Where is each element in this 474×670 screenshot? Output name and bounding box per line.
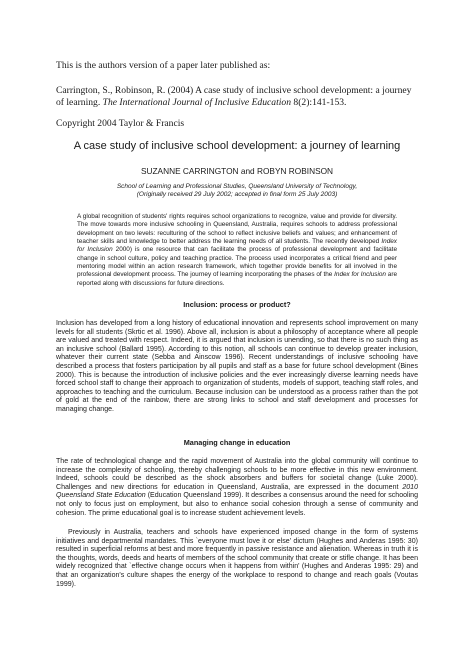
publication-citation: [56, 85, 418, 108]
abstract-text-2: 2000) is one resource that can facilitate the process of professional development and facilitate change in school culture, policy and teaching practice. The process used incorporates a critical friend and peer mentoring model within an action research framework, which together provide benefits for all involved in the professional development process. The journey of learning incorporating the phases of the: [77, 246, 397, 279]
section-paragraph-managing-change-2: Previously in Australia, teachers and schools have experienced imposed change in the form of systems initiatives and departmental mandates. This `everyone must love it or else' dictum (Hughes and Anderas 1995: 30) resulted in superficial reforms at best and more frequently in passive resistance and alienation. Whereas in truth it is the thoughts, words, deeds and hearts of members of the school community that create or stifle change. It has been widely recognized that `effective change occurs when it happens from within' (Hughes and Anderas 1995: 29) and that an organization's culture shapes the energy of the workplace to respond to change and reach goals (Voutas 1999).: [56, 529, 418, 588]
citation-tail: 8(2):141-153.: [291, 96, 347, 108]
affiliation-line: School of Learning and Professional Studies, Queensland University of Technology,: [116, 183, 358, 190]
authors-version-note: This is the authors version of a paper later published as:: [56, 60, 271, 71]
section-paragraph-inclusion: Inclusion has developed from a long history of educational innovation and represents school improvement on many levels for all students (Skrtic et al. 1996). Above all, inclusion is about a philosophy of acceptance where all people are valued and treated with respect. Indeed, it is argued that inclusion is unending, so that there is no such thing as an inclusive school (Ballard 1995). According to this notion, all schools can continue to develop greater inclusion, whatever their current state (Sebba and Ainscow 1996). Recent understandings of inclusive schooling have described a process that fosters participation by all pupils and staff as a base for future school development (Bines 2000). This is because the introduction of inclusive policies and the ever increasingly diverse learning needs have forced school staff to change their approach to organization of students, models of support, teaching staff roles, and approaches to teaching and the curriculum. Because inclusion can be understood as a process rather than the pot of gold at the end of the rainbow, there are strong links to school and staff development and processes for managing change.: [56, 320, 418, 413]
abstract-index-ref-2: Index for Inclusion: [334, 271, 386, 279]
paragraph-text-2: (Education Queensland 1999). It describes a consensus around the need for schooling not only to focus just on employment, but also to enhance social cohesion through a sense of community and cohesion. The prime educational goal is to increase student achievement levels.: [56, 492, 419, 517]
abstract-text-3: are reported along with discussions for future directions.: [77, 271, 397, 287]
abstract-index-ref-1: Index for Inclusion: [77, 238, 397, 254]
abstract-text-1: A global recognition of students' rights requires school organizations to recognize, value and provide for diversity. The move towards more inclusive schooling in Queensland, Australia, requires schools to address professional development on two levels: reculturing of the school to reflect inclusive beliefs and values; and enhancement of teacher skills and knowledge to better address the learning needs of all students. The recently developed: [77, 213, 397, 246]
citation-journal: The International Journal of Inclusive Education: [102, 96, 292, 108]
document-title-ref: 2010 Queensland State Education: [56, 483, 418, 500]
section-paragraph-managing-change-1: [56, 458, 418, 518]
paragraph-text-1: The rate of technological change and the rapid movement of Australia into the global community will continue to increase the complexity of schooling, thereby challenging schools to be more effective in this new environment. Indeed, schools could be described as the shock absorbers and buffers for societal change (Luke 2000). Challenges and new directions for education in Queensland, Australia, are expressed in the document: [56, 458, 418, 491]
abstract: [77, 213, 397, 288]
citation-main: Carrington, S., Robinson, R. (2004) A case study of inclusive school development: a journey of learning.: [56, 85, 412, 108]
copyright-line: Copyright 2004 Taylor & Francis: [56, 118, 185, 129]
author-affiliation: [56, 183, 418, 200]
received-dates-line: (Originally received 29 July 2002; accepted in final form 25 July 2003): [136, 191, 338, 199]
section-heading-inclusion: Inclusion: process or product?: [183, 300, 291, 309]
section-heading-managing-change: Managing change in education: [183, 438, 291, 447]
paper-title: A case study of inclusive school development: a journey of learning: [73, 140, 401, 152]
paper-authors: SUZANNE CARRINGTON and ROBYN ROBINSON: [140, 166, 334, 176]
